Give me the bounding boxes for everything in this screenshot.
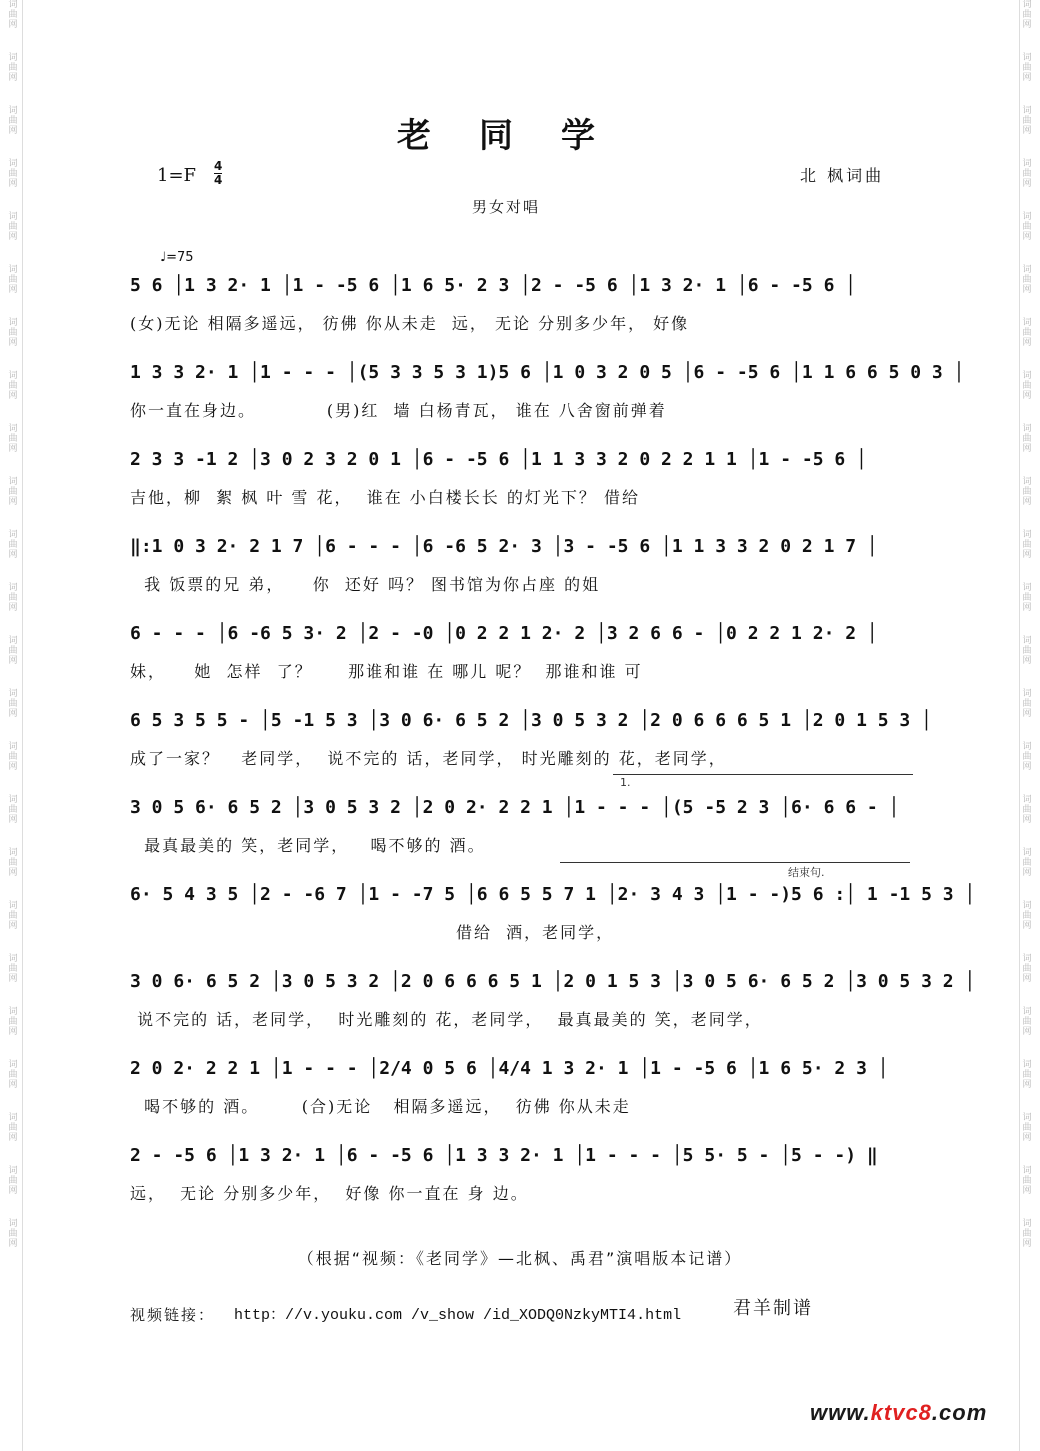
watermark-char: 网 — [1022, 497, 1032, 507]
watermark-char: 词 — [8, 636, 18, 646]
watermark-char: 词 — [1022, 318, 1032, 328]
watermark-char: 词 — [1022, 689, 1032, 699]
notation-line: 5 6 │1 3 2· 1 │1 - -5 6 │1 6 5· 2 3 │2 - -5 6 │1 3 2· 1 │6 - -5 6 │ — [130, 275, 857, 296]
watermark-char: 曲 — [1022, 858, 1032, 868]
watermark-char: 网 — [1022, 603, 1032, 613]
watermark-char: 曲 — [1022, 275, 1032, 285]
watermark — [3, 159, 23, 189]
watermark-char: 曲 — [8, 752, 18, 762]
watermark-char: 曲 — [8, 964, 18, 974]
watermark — [3, 530, 23, 560]
composer-credit: 北 枫词曲 — [800, 166, 885, 185]
watermark — [3, 265, 23, 295]
watermark-char: 曲 — [8, 1070, 18, 1080]
video-link-label: 视频链接： — [130, 1306, 216, 1324]
watermark-char: 曲 — [1022, 434, 1032, 444]
watermark-char: 词 — [1022, 1060, 1032, 1070]
notation-line: 2 0 2· 2 2 1 │1 - - - │2/4 0 5 6 │4/4 1 3 2· 1 │1 - -5 6 │1 6 5· 2 3 │ — [130, 1058, 889, 1079]
watermark-char: 曲 — [8, 487, 18, 497]
watermark-char: 曲 — [1022, 699, 1032, 709]
watermark — [3, 689, 23, 719]
watermark-char: 网 — [1022, 285, 1032, 295]
watermark-char: 网 — [1022, 762, 1032, 772]
lyrics-line: 我 饭票的兄 弟， 你 还好 吗？ 图书馆为你占座 的姐 — [130, 575, 601, 594]
watermark — [1017, 689, 1037, 719]
watermark-char: 词 — [8, 689, 18, 699]
time-signature — [214, 160, 222, 187]
watermark-char: 网 — [8, 73, 18, 83]
watermark — [1017, 1219, 1037, 1249]
watermark-char: 网 — [1022, 232, 1032, 242]
watermark-char: 网 — [8, 921, 18, 931]
watermark — [1017, 424, 1037, 454]
watermark-char: 词 — [1022, 1113, 1032, 1123]
watermark-char: 网 — [8, 762, 18, 772]
watermark-char: 词 — [8, 848, 18, 858]
watermark-char: 曲 — [1022, 911, 1032, 921]
watermark-char: 词 — [8, 795, 18, 805]
watermark-char: 曲 — [8, 699, 18, 709]
watermark-char: 词 — [1022, 795, 1032, 805]
watermark-char: 网 — [8, 179, 18, 189]
notation-line: 1 3 3 2· 1 │1 - - - │(5 3 3 5 3 1)5 6 │1 0 3 2 0 5 │6 - -5 6 │1 1 6 6 5 0 3 │ — [130, 362, 965, 383]
site-logo-suffix: .com — [931, 1400, 988, 1425]
watermark-char: 网 — [8, 20, 18, 30]
watermark-char: 曲 — [8, 328, 18, 338]
watermark-char: 网 — [8, 232, 18, 242]
watermark — [1017, 1060, 1037, 1090]
notation-line: 6 5 3 5 5 - │5 -1 5 3 │3 0 6· 6 5 2 │3 0 5 3 2 │2 0 6 6 6 5 1 │2 0 1 5 3 │ — [130, 710, 932, 731]
performance-note: 男女对唱 — [472, 198, 541, 216]
watermark — [3, 0, 23, 30]
watermark — [1017, 795, 1037, 825]
watermark — [1017, 265, 1037, 295]
watermark-char: 网 — [1022, 974, 1032, 984]
watermark — [3, 318, 23, 348]
watermark — [3, 742, 23, 772]
watermark-char: 词 — [1022, 1219, 1032, 1229]
watermark-char: 词 — [1022, 583, 1032, 593]
watermark-char: 网 — [8, 1080, 18, 1090]
first-ending-label: 1. — [620, 776, 631, 789]
watermark — [3, 1113, 23, 1143]
watermark — [3, 424, 23, 454]
watermark-char: 曲 — [8, 540, 18, 550]
lyrics-line: 喝不够的 酒。 (合)无论 相隔多遥远， 彷佛 你从未走 — [130, 1097, 631, 1116]
watermark-char: 网 — [8, 1239, 18, 1249]
watermark-char: 曲 — [8, 1017, 18, 1027]
site-logo-prefix: www. — [810, 1400, 871, 1425]
watermark-char: 词 — [8, 53, 18, 63]
watermark-char: 词 — [1022, 212, 1032, 222]
time-signature-bottom: 4 — [214, 173, 223, 187]
watermark-char: 网 — [8, 126, 18, 136]
watermark — [3, 1166, 23, 1196]
watermark — [1017, 0, 1037, 30]
watermark-char: 网 — [8, 709, 18, 719]
watermark — [1017, 583, 1037, 613]
watermark-char: 曲 — [1022, 1017, 1032, 1027]
watermark-char: 词 — [1022, 0, 1032, 10]
watermark-char: 网 — [1022, 444, 1032, 454]
watermark-char: 网 — [8, 497, 18, 507]
watermark — [1017, 901, 1037, 931]
site-logo[interactable] — [810, 1400, 987, 1426]
watermark-char: 网 — [8, 815, 18, 825]
watermark-char: 网 — [8, 1133, 18, 1143]
watermark — [3, 477, 23, 507]
watermark-char: 曲 — [8, 10, 18, 20]
watermark-char: 词 — [8, 106, 18, 116]
song-title: 老同学 — [397, 116, 643, 156]
watermark-char: 曲 — [8, 381, 18, 391]
watermark-char: 词 — [1022, 265, 1032, 275]
watermark-char: 曲 — [8, 858, 18, 868]
watermark-char: 曲 — [8, 593, 18, 603]
watermark-char: 词 — [8, 1166, 18, 1176]
lyrics-line: 最真最美的 笑，老同学， 喝不够的 酒。 — [130, 836, 486, 855]
watermark-char: 网 — [8, 444, 18, 454]
watermark-char: 曲 — [1022, 1229, 1032, 1239]
watermark — [1017, 1007, 1037, 1037]
watermark-char: 曲 — [8, 434, 18, 444]
watermark-char: 词 — [1022, 848, 1032, 858]
watermark-char: 曲 — [8, 805, 18, 815]
watermark — [3, 901, 23, 931]
watermark — [1017, 636, 1037, 666]
watermark-char: 曲 — [8, 275, 18, 285]
watermark-char: 网 — [1022, 868, 1032, 878]
watermark-char: 词 — [1022, 106, 1032, 116]
watermark-char: 曲 — [8, 1229, 18, 1239]
watermark — [1017, 742, 1037, 772]
watermark — [1017, 954, 1037, 984]
watermark-char: 网 — [8, 1027, 18, 1037]
watermark-char: 词 — [8, 1060, 18, 1070]
watermark — [1017, 159, 1037, 189]
right-watermark-strip — [1017, 0, 1037, 1451]
watermark-char: 词 — [8, 1219, 18, 1229]
watermark — [1017, 1166, 1037, 1196]
lyrics-line: 借给 酒，老同学， — [130, 923, 615, 942]
watermark-char: 词 — [8, 1007, 18, 1017]
lyrics-line: 说不完的 话，老同学， 时光雕刻的 花，老同学， 最真最美的 笑，老同学， — [130, 1010, 763, 1029]
watermark-char: 词 — [1022, 371, 1032, 381]
watermark-char: 网 — [1022, 179, 1032, 189]
watermark-char: 曲 — [1022, 593, 1032, 603]
final-ending-label: 结束句. — [788, 866, 825, 879]
watermark — [3, 954, 23, 984]
watermark — [1017, 848, 1037, 878]
watermark-char: 曲 — [8, 116, 18, 126]
watermark-char: 词 — [1022, 53, 1032, 63]
watermark — [3, 371, 23, 401]
watermark-char: 曲 — [1022, 540, 1032, 550]
watermark — [3, 848, 23, 878]
watermark-char: 网 — [1022, 1027, 1032, 1037]
watermark-char: 曲 — [8, 1123, 18, 1133]
watermark-char: 词 — [8, 583, 18, 593]
watermark-char: 词 — [8, 901, 18, 911]
watermark-char: 词 — [8, 212, 18, 222]
watermark-char: 词 — [8, 159, 18, 169]
watermark-char: 曲 — [1022, 222, 1032, 232]
watermark-char: 曲 — [1022, 805, 1032, 815]
lyrics-line: 远， 无论 分别多少年， 好像 你一直在 身 边。 — [130, 1184, 529, 1203]
watermark — [3, 636, 23, 666]
notation-line: 3 0 6· 6 5 2 │3 0 5 3 2 │2 0 6 6 6 5 1 │2 0 1 5 3 │3 0 5 6· 6 5 2 │3 0 5 3 2 │ — [130, 971, 976, 992]
watermark-char: 网 — [1022, 1080, 1032, 1090]
watermark-char: 网 — [8, 285, 18, 295]
time-signature-top: 4 — [214, 159, 223, 173]
watermark-char: 网 — [8, 656, 18, 666]
watermark-char: 曲 — [1022, 381, 1032, 391]
watermark-char: 词 — [8, 477, 18, 487]
watermark — [3, 1060, 23, 1090]
transcriber-signature: 君羊制谱 — [733, 1298, 813, 1319]
first-ending-bracket — [613, 774, 913, 775]
tempo-marking: ♩=75 — [160, 250, 194, 265]
lyrics-line: (女)无论 相隔多遥远， 彷佛 你从未走 远， 无论 分别多少年， 好像 — [130, 314, 690, 333]
watermark — [3, 795, 23, 825]
watermark-char: 网 — [1022, 709, 1032, 719]
watermark-char: 网 — [8, 550, 18, 560]
watermark-char: 词 — [8, 371, 18, 381]
watermark-char: 词 — [1022, 424, 1032, 434]
watermark-char: 网 — [1022, 1186, 1032, 1196]
watermark-char: 曲 — [1022, 1123, 1032, 1133]
watermark-char: 曲 — [8, 911, 18, 921]
watermark — [3, 53, 23, 83]
watermark-char: 曲 — [1022, 1070, 1032, 1080]
watermark-char: 曲 — [1022, 328, 1032, 338]
watermark-char: 词 — [1022, 477, 1032, 487]
watermark-char: 曲 — [8, 63, 18, 73]
watermark-char: 网 — [1022, 391, 1032, 401]
watermark-char: 网 — [1022, 126, 1032, 136]
notation-line: 3 0 5 6· 6 5 2 │3 0 5 3 2 │2 0 2· 2 2 1 │1 - - - │(5 -5 2 3 │6· 6 6 - │ — [130, 797, 900, 818]
watermark-char: 词 — [8, 530, 18, 540]
watermark — [1017, 53, 1037, 83]
watermark-char: 网 — [1022, 550, 1032, 560]
watermark-char: 词 — [1022, 530, 1032, 540]
watermark-char: 曲 — [1022, 646, 1032, 656]
watermark — [1017, 530, 1037, 560]
watermark-char: 曲 — [1022, 964, 1032, 974]
watermark-char: 曲 — [1022, 116, 1032, 126]
watermark — [3, 583, 23, 613]
watermark-char: 网 — [1022, 73, 1032, 83]
watermark — [1017, 212, 1037, 242]
watermark-char: 网 — [1022, 921, 1032, 931]
watermark — [1017, 371, 1037, 401]
watermark — [3, 1219, 23, 1249]
ending-bracket — [560, 862, 910, 863]
watermark-char: 网 — [1022, 815, 1032, 825]
watermark-char: 词 — [8, 742, 18, 752]
watermark-char: 网 — [1022, 338, 1032, 348]
notation-line: 2 3 3 -1 2 │3 0 2 3 2 0 1 │6 - -5 6 │1 1 3 3 2 0 2 2 1 1 │1 - -5 6 │ — [130, 449, 867, 470]
notation-line: 6 - - - │6 -6 5 3· 2 │2 - -0 │0 2 2 1 2· 2 │3 2 6 6 - │0 2 2 1 2· 2 │ — [130, 623, 878, 644]
watermark-char: 词 — [8, 954, 18, 964]
watermark-char: 网 — [1022, 656, 1032, 666]
watermark-char: 网 — [8, 868, 18, 878]
lyrics-line: 成了一家？ 老同学， 说不完的 话，老同学， 时光雕刻的 花，老同学， — [130, 749, 727, 768]
key-signature: 1=F — [157, 165, 197, 186]
left-watermark-strip — [3, 0, 23, 1451]
watermark — [3, 1007, 23, 1037]
watermark — [3, 212, 23, 242]
watermark-char: 词 — [1022, 1007, 1032, 1017]
watermark-char: 网 — [8, 603, 18, 613]
watermark-char: 词 — [8, 1113, 18, 1123]
watermark-char: 词 — [1022, 954, 1032, 964]
watermark — [1017, 318, 1037, 348]
watermark-char: 词 — [8, 265, 18, 275]
watermark-char: 网 — [8, 1186, 18, 1196]
watermark-char: 曲 — [1022, 63, 1032, 73]
lyrics-line: 吉他，柳 絮 枫 叶 雪 花， 谁在 小白楼长长 的灯光下？ 借给 — [130, 488, 640, 507]
watermark — [1017, 1113, 1037, 1143]
watermark-char: 曲 — [8, 222, 18, 232]
watermark-char: 词 — [1022, 159, 1032, 169]
watermark-char: 曲 — [1022, 487, 1032, 497]
watermark-char: 网 — [1022, 20, 1032, 30]
watermark-char: 网 — [8, 391, 18, 401]
lyrics-line: 妹， 她 怎样 了？ 那谁和谁 在 哪儿 呢？ 那谁和谁 可 — [130, 662, 643, 681]
watermark-char: 词 — [1022, 901, 1032, 911]
notation-line: 6· 5 4 3 5 │2 - -6 7 │1 - -7 5 │6 6 5 5 7 1 │2· 3 4 3 │1 - -)5 6 :│ 1 -1 5 3 │ — [130, 884, 976, 905]
watermark-char: 词 — [8, 424, 18, 434]
watermark-char: 曲 — [1022, 1176, 1032, 1186]
notation-line: 2 - -5 6 │1 3 2· 1 │6 - -5 6 │1 3 3 2· 1 │1 - - - │5 5· 5 - │5 - -) ‖ — [130, 1145, 878, 1166]
watermark-char: 词 — [1022, 636, 1032, 646]
watermark-char: 网 — [8, 338, 18, 348]
watermark-char: 网 — [1022, 1133, 1032, 1143]
watermark-char: 曲 — [1022, 10, 1032, 20]
source-note: （根据“视频：《老同学》—北枫、禹君”演唱版本记谱） — [297, 1249, 743, 1268]
watermark-char: 曲 — [1022, 169, 1032, 179]
lyrics-line: 你一直在身边。 (男)红 墙 白杨青瓦， 谁在 八舍窗前弹着 — [130, 401, 667, 420]
watermark-char: 词 — [8, 0, 18, 10]
watermark-char: 曲 — [8, 1176, 18, 1186]
watermark-char: 网 — [1022, 1239, 1032, 1249]
watermark-char: 词 — [1022, 742, 1032, 752]
watermark-char: 曲 — [8, 646, 18, 656]
watermark-char: 网 — [8, 974, 18, 984]
watermark — [1017, 477, 1037, 507]
notation-line: ‖:1 0 3 2· 2 1 7 │6 - - - │6 -6 5 2· 3 │3 - -5 6 │1 1 3 3 2 0 2 1 7 │ — [130, 536, 878, 557]
site-logo-name: ktvc8 — [870, 1400, 932, 1425]
watermark-char: 词 — [1022, 1166, 1032, 1176]
watermark-char: 词 — [8, 318, 18, 328]
watermark-char: 曲 — [8, 169, 18, 179]
watermark-char: 曲 — [1022, 752, 1032, 762]
video-link-url[interactable]: http：//v.youku.com /v_show /id_XODQ0NzkyMTI4.html — [234, 1307, 682, 1324]
